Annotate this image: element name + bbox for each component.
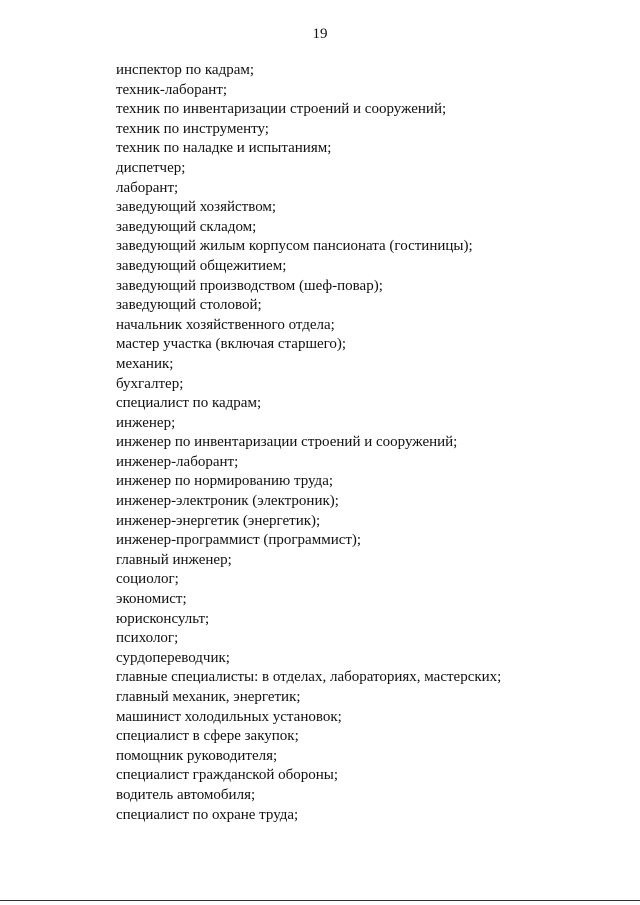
list-item: специалист по кадрам; — [116, 395, 262, 412]
list-item: диспетчер; — [116, 159, 186, 176]
page-bottom-edge — [0, 900, 640, 901]
position-list — [116, 61, 626, 825]
list-item: инженер по нормированию труда; — [116, 473, 334, 490]
list-item: водитель автомобиля; — [116, 786, 256, 803]
list-item: главный механик, энергетик; — [116, 689, 301, 705]
list-item: техник по инвентаризации строений и сооружений; — [116, 101, 447, 118]
list-item: юрисконсульт; — [116, 610, 210, 627]
list-item: начальник хозяйственного отдела; — [116, 316, 335, 333]
list-item: техник по наладке и испытаниям; — [116, 140, 332, 157]
list-item: инженер-энергетик (энергетик); — [116, 512, 321, 529]
list-item: психолог; — [116, 630, 179, 647]
list-item: инженер-программист (программист); — [116, 532, 362, 549]
list-item: помощник руководителя; — [116, 747, 278, 764]
list-item: сурдопереводчик; — [116, 649, 230, 666]
list-item: специалист в сфере закупок; — [116, 728, 299, 745]
list-item: главный инженер; — [116, 551, 232, 568]
list-item: техник по инструменту; — [116, 120, 269, 137]
list-item: заведующий складом; — [116, 218, 257, 235]
list-item: заведующий жилым корпусом пансионата (гостиницы); — [116, 238, 473, 255]
list-item: машинист холодильных установок; — [116, 708, 342, 725]
list-item: заведующий столовой; — [116, 297, 262, 314]
list-item: мастер участка (включая старшего); — [116, 336, 347, 353]
list-item: специалист по охране труда; — [116, 806, 299, 823]
list-item: социолог; — [116, 571, 179, 588]
list-item: экономист; — [116, 591, 187, 608]
list-item: инспектор по кадрам; — [116, 62, 255, 78]
list-item: лаборант; — [116, 179, 179, 196]
list-item: заведующий производством (шеф-повар); — [116, 277, 383, 294]
list-item: специалист гражданской обороны; — [116, 767, 339, 784]
list-item: инженер-лаборант; — [116, 453, 239, 470]
list-item: заведующий хозяйством; — [116, 199, 277, 216]
list-item: заведующий общежитием; — [116, 257, 287, 274]
list-item: механик; — [116, 355, 174, 372]
list-item: инженер-электроник (электроник); — [116, 493, 339, 510]
list-item: техник-лаборант; — [116, 81, 228, 98]
page-number: 19 — [312, 26, 328, 42]
list-item: бухгалтер; — [116, 375, 184, 392]
list-item: главные специалисты: в отделах, лабораториях, мастерских; — [116, 669, 502, 686]
list-item: инженер по инвентаризации строений и сооружений; — [116, 434, 458, 451]
list-item: инженер; — [116, 414, 176, 431]
